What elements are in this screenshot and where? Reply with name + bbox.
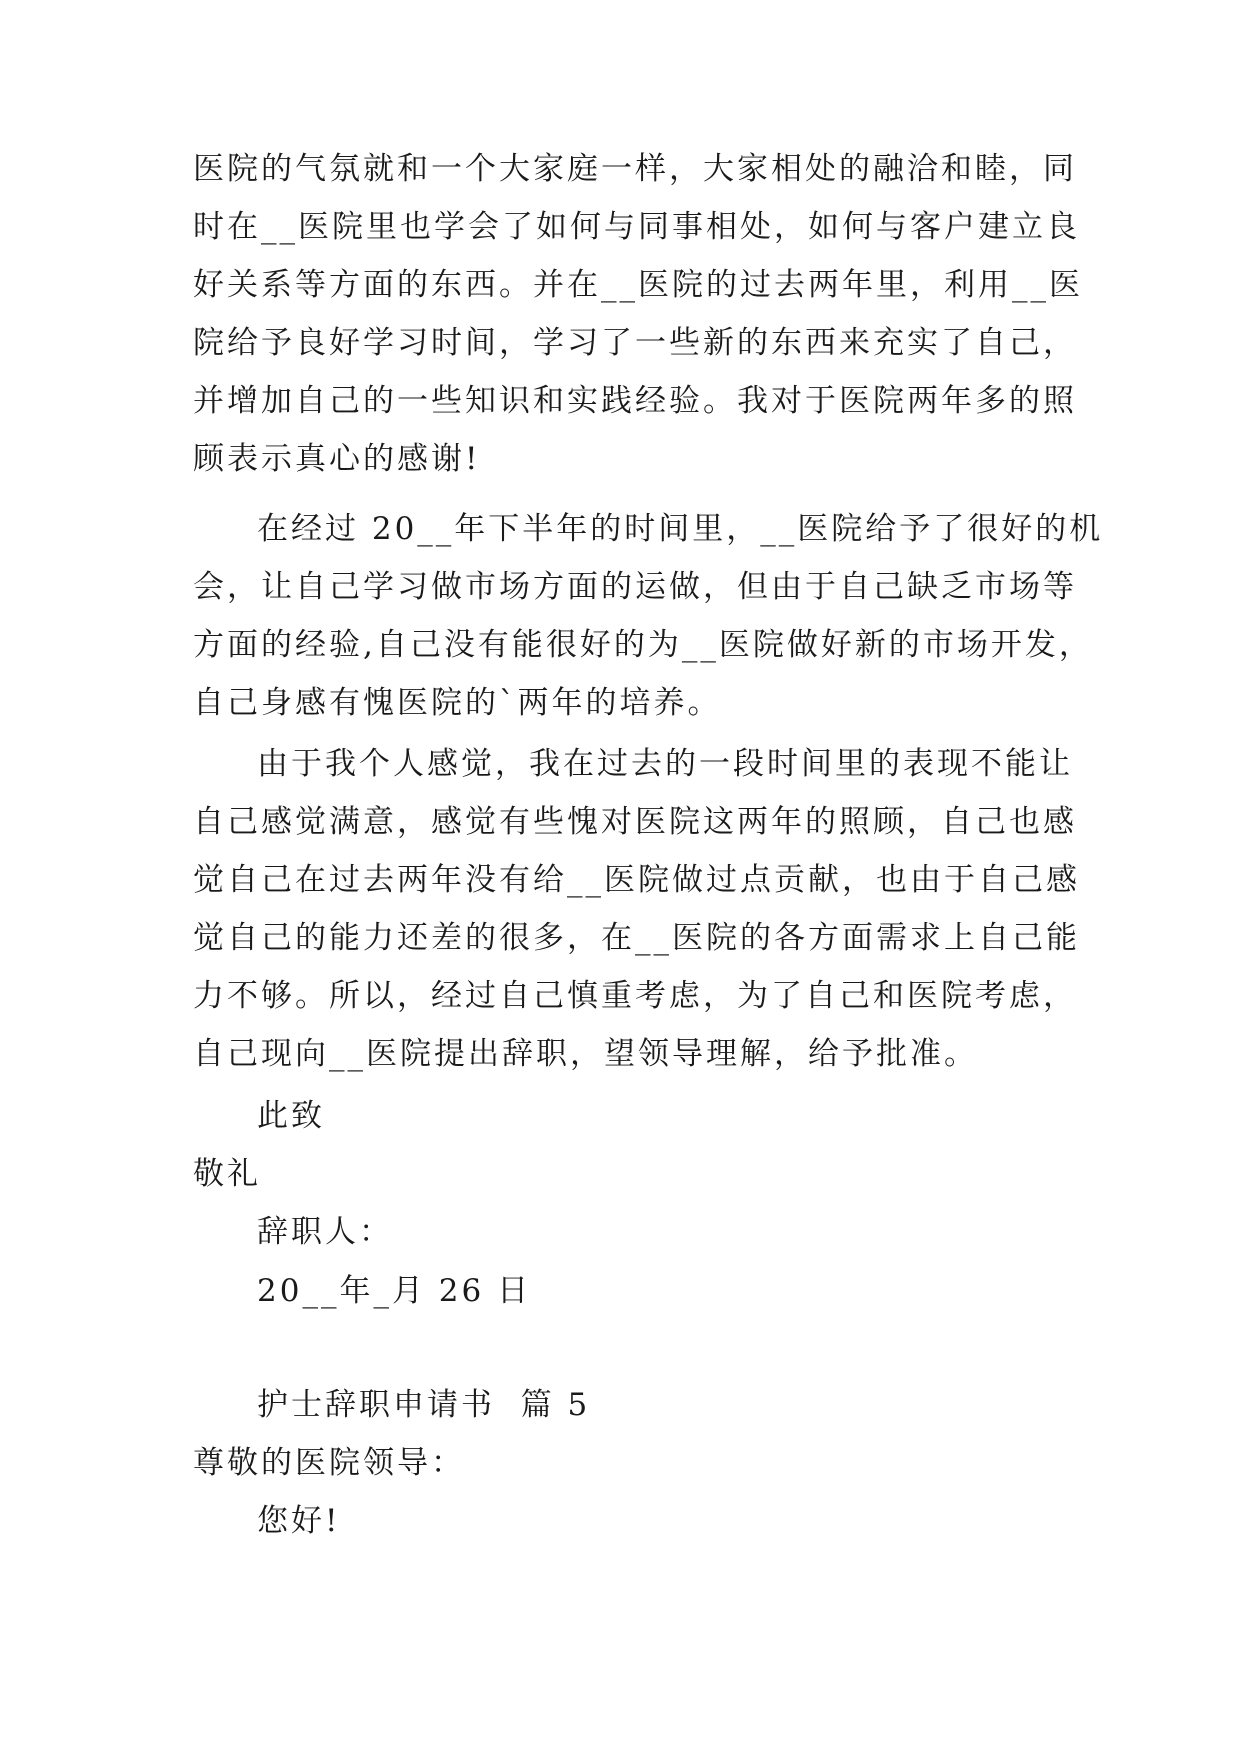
paragraph-line: 觉自己的能力还差的很多，在__医院的各方面需求上自己能 [193, 920, 1080, 956]
paragraph-line: 自己感觉满意，感觉有些愧对医院这两年的照顾，自己也感 [193, 804, 1077, 840]
paragraph-line: 自己身感有愧医院的`两年的培养。 [193, 685, 722, 721]
paragraph-line: 好关系等方面的东西。并在__医院的过去两年里，利用__医 [193, 267, 1083, 303]
closing-respect: 敬礼 [193, 1156, 261, 1192]
paragraph-market-experience [193, 500, 1104, 732]
closing-salutation: 此致 [257, 1098, 325, 1134]
paragraph-line: 自己现向__医院提出辞职，望领导理解，给予批准。 [193, 1036, 978, 1072]
signer-label: 辞职人： [257, 1214, 393, 1250]
paragraph-resignation-reason [193, 735, 1080, 1083]
letter-addressee: 尊敬的医院领导： [193, 1445, 465, 1481]
resignation-date: 20__年_月 26 日 [257, 1273, 532, 1309]
paragraph-line: 在经过 20__年下半年的时间里，__医院给予了很好的机 [257, 511, 1104, 547]
paragraph-line: 觉自己在过去两年没有给__医院做过点贡献，也由于自己感 [193, 862, 1080, 898]
paragraph-line: 方面的经验,自己没有能很好的为__医院做好新的市场开发， [193, 627, 1093, 663]
paragraph-line: 医院的气氛就和一个大家庭一样，大家相处的融洽和睦，同 [193, 151, 1077, 187]
paragraph-line: 力不够。所以，经过自己慎重考虑，为了自己和医院考虑， [193, 978, 1077, 1014]
paragraph-line: 由于我个人感觉，我在过去的一段时间里的表现不能让 [257, 746, 1073, 782]
paragraph-hospital-atmosphere [193, 140, 1083, 488]
section-heading: 护士辞职申请书 篇 5 [257, 1387, 591, 1423]
paragraph-line: 并增加自己的一些知识和实践经验。我对于医院两年多的照 [193, 383, 1077, 419]
paragraph-line: 院给予良好学习时间，学习了一些新的东西来充实了自己， [193, 325, 1077, 361]
letter-greeting: 您好! [257, 1503, 341, 1539]
paragraph-line: 会，让自己学习做市场方面的运做，但由于自己缺乏市场等 [193, 569, 1077, 605]
paragraph-line: 顾表示真心的感谢! [193, 441, 481, 477]
paragraph-line: 时在__医院里也学会了如何与同事相处，如何与客户建立良 [193, 209, 1080, 245]
